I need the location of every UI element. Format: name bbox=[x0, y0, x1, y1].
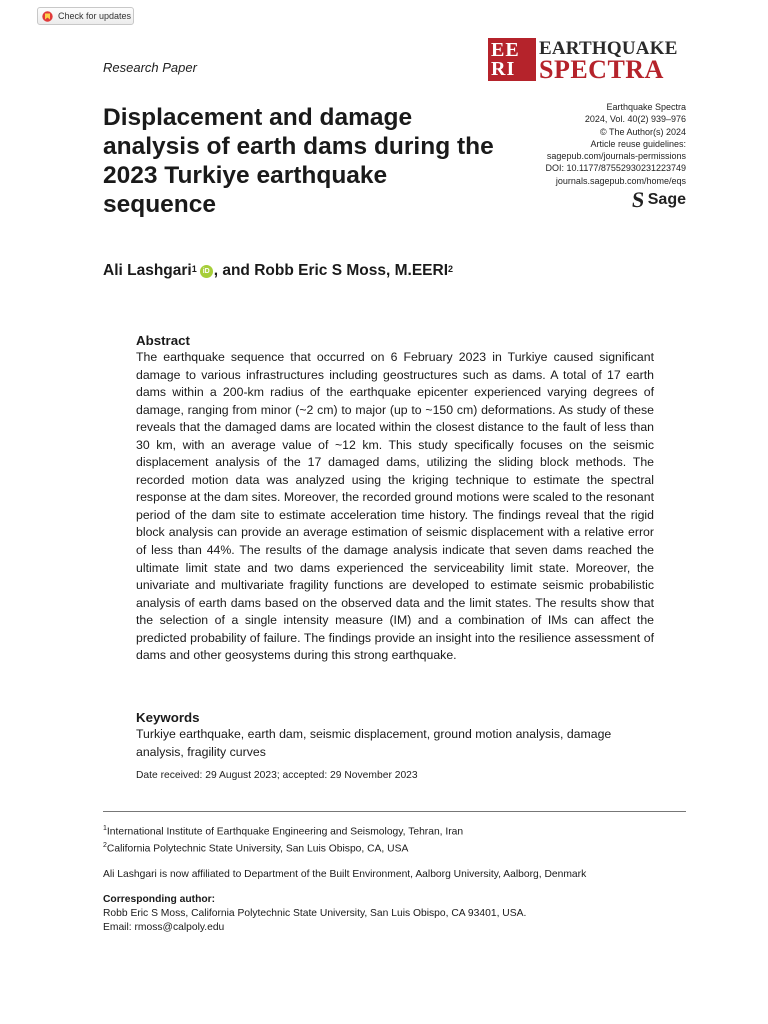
corresponding-author-label: Corresponding author: bbox=[103, 893, 216, 905]
author-2: Robb Eric S Moss, M.EERI bbox=[254, 262, 448, 279]
keywords-text: Turkiye earthquake, earth dam, seismic displacement, ground motion analysis, damage analysis, fragility curves bbox=[136, 727, 612, 759]
reuse-label: Article reuse guidelines: bbox=[590, 138, 686, 149]
sage-s-icon: S bbox=[630, 187, 646, 213]
affiliation-2-marker: 2 bbox=[103, 842, 107, 850]
doi[interactable]: DOI: 10.1177/87552930231223749 bbox=[545, 163, 686, 174]
footnotes bbox=[103, 822, 703, 935]
logo-name-line2: SPECTRA bbox=[539, 54, 664, 84]
logo-name-line1: EARTHQUAKE bbox=[539, 37, 678, 59]
affiliation-note: Ali Lashgari is now affiliated to Department of the Built Environment, Aalborg University, Aalborg, Denmark bbox=[103, 868, 587, 880]
author-1-affiliation: 1 bbox=[191, 264, 197, 274]
publisher-logo bbox=[546, 187, 686, 213]
affiliation-2-text: California Polytechnic State University, San Luis Obispo, CA, USA bbox=[106, 843, 409, 855]
paper-title: Displacement and damage analysis of earth dams during the 2023 Turkiye earthquake sequence bbox=[103, 104, 494, 218]
affiliation-2 bbox=[103, 839, 703, 856]
abstract-heading: Abstract bbox=[136, 333, 190, 348]
journal-logo bbox=[488, 38, 678, 82]
article-metadata bbox=[545, 101, 686, 213]
affiliation-1-text: International Institute of Earthquake Engineering and Seismology, Tehran, Iran bbox=[106, 826, 464, 838]
footnote-divider bbox=[103, 811, 686, 812]
logo-text bbox=[539, 38, 678, 82]
affiliation-1-marker: 1 bbox=[103, 825, 107, 832]
logo-box bbox=[488, 38, 536, 81]
corresponding-author-address: Robb Eric S Moss, California Polytechnic State University, San Luis Obispo, CA 93401, USA. bbox=[103, 907, 527, 919]
crossmark-icon bbox=[42, 11, 53, 22]
volume-info: 2024, Vol. 40(2) 939–976 bbox=[584, 114, 686, 125]
corresponding-author-email[interactable]: Email: rmoss@calpoly.edu bbox=[103, 921, 225, 933]
article-type-label: Research Paper bbox=[103, 60, 197, 75]
author-connector: , and bbox=[213, 262, 255, 279]
abstract-text: The earthquake sequence that occurred on 6 February 2023 in Turkiye caused significant damage to various infrastructures including geostructures such as dams. A total of 17 earth dams within a 200-km radius of the earthquake epicenter experienced varying degrees of damage, ranging from minor (~2 cm) to major (up to ~150 cm) deformations. As study of these reveals that the damaged dams are located within the closest distance to the fault of less than 30 km, with an average value of ~12 km. This study specifically focuses on the seismic displacement analysis of the 17 damaged dams, utilizing the sliding block methods. The recorded motion data was analyzed using the kriging technique to estimate the spectral response at the dam sites. Moreover, the recorded ground motions were scaled to the resonant period of the dam site to estimate acceleration time history. The findings reveal that the rigid block analysis can provide an average estimation of seismic displacement with a relative error of less than 44%. The results of the damage analysis indicate that seven dams reached the ultimate limit state and two dams experienced the serviceability limit state. Moreover, the univariate and multivariate fragility functions are developed to estimate seismic probabilistic analysis of earth dams based on the observed data and the limit states. The results show that the selection of a single intensity measure (IM) and a combination of IMs can affect the predicted probability of failure. The findings provide an insight into the resilience assessment of dams and other geosystems during this strong earthquake. bbox=[136, 350, 654, 663]
author-1: Ali Lashgari bbox=[103, 262, 192, 279]
check-for-updates-label: Check for updates bbox=[58, 11, 132, 21]
journal-link[interactable]: journals.sagepub.com/home/eqs bbox=[555, 175, 686, 186]
logo-box-line1: EE bbox=[491, 38, 520, 61]
author-line bbox=[103, 262, 453, 280]
publisher-name: Sage bbox=[647, 190, 686, 208]
received-dates: Date received: 29 August 2023; accepted: 29 November 2023 bbox=[136, 770, 418, 781]
keywords-section bbox=[136, 709, 654, 761]
orcid-icon[interactable]: iD bbox=[200, 265, 213, 278]
check-for-updates-button[interactable] bbox=[37, 7, 134, 25]
copyright: © The Author(s) 2024 bbox=[599, 126, 686, 137]
abstract-section bbox=[136, 332, 654, 665]
keywords-heading: Keywords bbox=[136, 710, 200, 725]
author-2-affiliation: 2 bbox=[448, 264, 454, 274]
journal-name: Earthquake Spectra bbox=[606, 102, 686, 112]
logo-box-line2: RI bbox=[491, 57, 516, 80]
reuse-link[interactable]: sagepub.com/journals-permissions bbox=[546, 151, 686, 162]
affiliation-1 bbox=[103, 822, 703, 839]
